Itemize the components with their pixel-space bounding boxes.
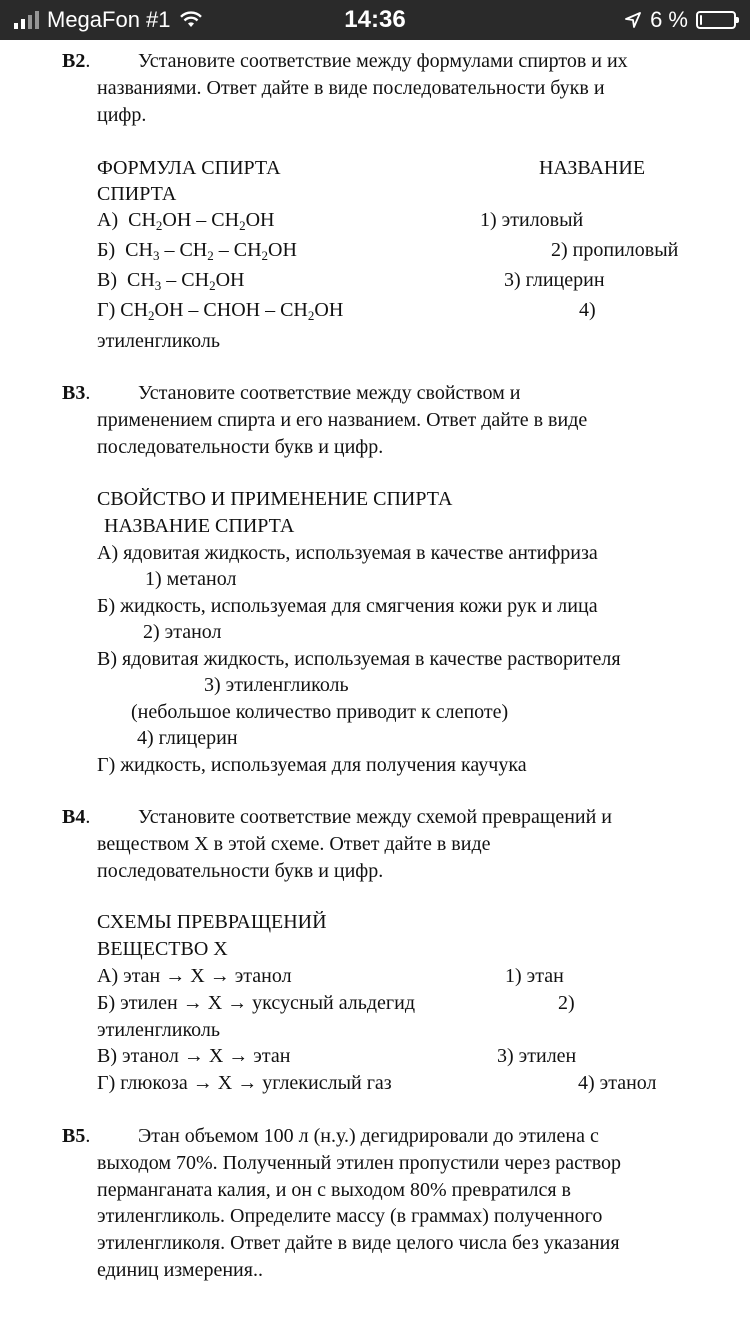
b2-row-formula: В) $CH_3 - CH_2OH$ [97,269,245,293]
b3-line: 1) метанол [145,568,237,590]
b4-header-left: СХЕМЫ ПРЕВРАЩЕНИЙ [97,911,327,933]
battery-percent: 6 % [650,7,688,32]
b3-text-line: применением спирта и его названием. Ответ дайте в виде [97,409,588,431]
b4-wrap: этиленгликоль [97,1019,220,1041]
status-bar [0,0,750,40]
b4-row-scheme: А) этан → Х → этанол [97,965,292,987]
b3-line: 4) глицерин [137,727,238,749]
carrier-label: MegaFon #1 [47,7,171,32]
b4-number: B4. [62,806,91,828]
b2-number: B2. [62,50,91,72]
b3-line: Г) жидкость, используемая для получения каучука [97,754,527,776]
b3-text-line: Установите соответствие между свойством и [138,382,521,404]
b4-row-scheme: В) этанол → Х → этан [97,1045,291,1067]
b2-row-answer: 2) пропиловый [551,239,679,261]
b2-wrap: этиленгликоль [97,330,220,352]
b4-row-answer: 2) [558,992,575,1014]
b5-number: B5. [62,1125,91,1147]
b5-text-line: перманганата калия, и он с выходом 80% превратился в [97,1179,571,1201]
clock: 14:36 [344,6,406,33]
b4-row-answer: 4) этанол [578,1072,657,1094]
status-right [624,6,736,34]
b2-row-answer: 4) [579,299,596,321]
b2-header-left: ФОРМУЛА СПИРТА [97,157,281,179]
b2-text-line: Установите соответствие между формулами спиртов и их [138,50,628,72]
b3-line: 2) этанол [143,621,222,643]
b2-text-line: названиями. Ответ дайте в виде последовательности букв и [97,77,605,99]
b4-row-answer: 1) этан [505,965,564,987]
b4-row-answer: 3) этилен [497,1045,577,1067]
b4-text-line: Установите соответствие между схемой превращений и [138,806,613,828]
b4-text-line: последовательности букв и цифр. [97,860,384,882]
b3-header-left: СВОЙСТВО И ПРИМЕНЕНИЕ СПИРТА [97,488,453,510]
b3-line: Б) жидкость, используемая для смягчения кожи рук и лица [97,595,598,617]
b4-row-scheme: Г) глюкоза → Х → углекислый газ [97,1072,392,1094]
b3-header-right: НАЗВАНИЕ СПИРТА [104,515,295,537]
b3-line: 3) этиленгликоль [204,674,349,696]
b4-text-line: веществом Х в этой схеме. Ответ дайте в виде [97,833,491,855]
b5-text-line: единиц измерения.. [97,1259,263,1281]
b3-text-line: последовательности букв и цифр. [97,436,384,458]
b5-text-line: этиленгликоля. Ответ дайте в виде целого числа без указания [97,1232,620,1254]
b5-text-line: этиленгликоль. Определите массу (в граммах) полученного [97,1205,603,1227]
b3-line: А) ядовитая жидкость, используемая в качестве антифриза [97,542,598,564]
location-arrow-icon [624,11,642,29]
b2-text-line: цифр. [97,104,147,126]
b3-line: (небольшое количество приводит к слепоте) [131,701,509,723]
b2-row-formula: Г) $CH_2OH$ – CHOH – $CH_2OH$ [97,299,344,323]
battery-fill [700,15,702,25]
b2-header-wrap: СПИРТА [97,183,177,205]
b2-row-formula: Б) $CH_3 - CH_2 - CH_2OH$ [97,239,297,263]
b2-row-formula: А) $CH_2OH - CH_2OH$ [97,209,275,233]
b2-row-answer: 1) этиловый [480,209,584,231]
b5-text-line: Этан объемом 100 л (н.у.) дегидрировали до этилена с [138,1125,599,1147]
b3-line: В) ядовитая жидкость, используемая в качестве растворителя [97,648,621,670]
b5-text-line: выходом 70%. Полученный этилен пропустили через раствор [97,1152,622,1174]
battery-icon [696,11,736,29]
b4-row-scheme: Б) этилен → Х → уксусный альдегид [97,992,416,1014]
b2-header-right: НАЗВАНИЕ [539,157,646,179]
b4-header-right: ВЕЩЕСТВО Х [97,938,228,960]
b3-number: B3. [62,382,91,404]
b2-row-answer: 3) глицерин [504,269,605,291]
